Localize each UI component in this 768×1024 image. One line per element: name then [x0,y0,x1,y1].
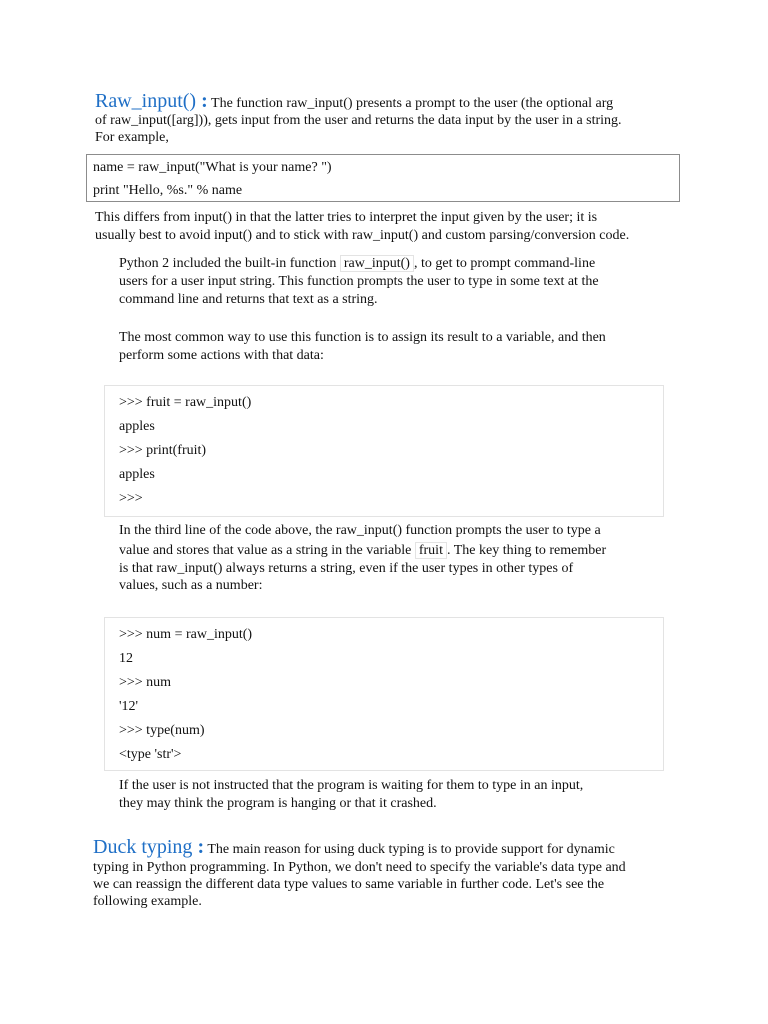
p3-line4: values, such as a number: [119,578,263,593]
p3-line1: In the third line of the code above, the raw_input() function prompts the user to type a [119,523,601,538]
code-block-fruit [104,385,664,517]
raw-input-example-box [86,154,680,202]
raw-input-intro-line2: of raw_input([arg])), gets input from the user and returns the data input by the user in a string. [95,113,622,128]
raw-input-heading: Raw_input() [95,90,197,112]
p1-line3: command line and returns that text as a string. [119,292,378,307]
code-line: >>> print(fruit) [119,443,207,458]
raw-input-intro-text1: The function raw_input() presents a prompt to the user (the optional arg [207,96,614,111]
p4-line1: If the user is not instructed that the program is waiting for them to type in an input, [119,778,584,793]
code-line: >>> num [119,675,172,690]
code-line: apples [119,419,155,434]
raw-input-intro-line3: For example, [95,130,169,145]
duck-typing-heading: Duck typing [93,836,193,858]
fruit-inline-code: fruit [415,542,447,559]
code-line: 12 [119,651,133,666]
code-line: apples [119,467,155,482]
example-line: name = raw_input("What is your name? ") [93,160,332,175]
code-line: >>> [119,491,143,506]
p1-text-after: , to get to prompt command-line [413,256,596,271]
code-line: >>> type(num) [119,723,205,738]
p3-text: value and stores that value as a string in the variable [119,543,415,558]
code-line: >>> fruit = raw_input() [119,395,252,410]
duck-typing-line1 [93,838,678,859]
duck-typing-line2: typing in Python programming. In Python, we don't need to specify the variable's data type and [93,860,626,875]
differs-line2: usually best to avoid input() and to stick with raw_input() and custom parsing/conversion code. [95,228,630,243]
differs-line1: This differs from input() in that the latter tries to interpret the input given by the user; it is [95,210,598,225]
duck-typing-heading-colon: : [192,836,205,858]
code-block-num [104,617,664,771]
p3-text-after: . The key thing to remember [446,543,607,558]
p4-line2: they may think the program is hanging or that it crashed. [119,796,437,811]
code-line: >>> num = raw_input() [119,627,253,642]
p1-line1 [119,255,659,273]
raw-input-inline-code: raw_input() [340,255,414,272]
raw-input-heading-colon: : [196,90,208,112]
code-line: <type 'str'> [119,747,182,762]
example-line: print "Hello, %s." % name [93,183,243,198]
p2-line2: perform some actions with that data: [119,348,324,363]
p3-line3: is that raw_input() always returns a string, even if the user types in other types of [119,561,574,576]
p1-text: Python 2 included the built-in function [119,256,340,271]
duck-typing-line3: we can reassign the different data type values to same variable in further code. Let's see the [93,877,605,892]
duck-typing-text1: The main reason for using duck typing is to provide support for dynamic [204,842,615,857]
p1-line2: users for a user input string. This function prompts the user to type in some text at the [119,274,599,289]
code-line: '12' [119,699,139,714]
duck-typing-line4: following example. [93,894,202,909]
raw-input-intro-line1 [95,92,675,113]
p3-line2 [119,542,659,560]
p2-line1: The most common way to use this function is to assign its result to a variable, and then [119,330,606,345]
